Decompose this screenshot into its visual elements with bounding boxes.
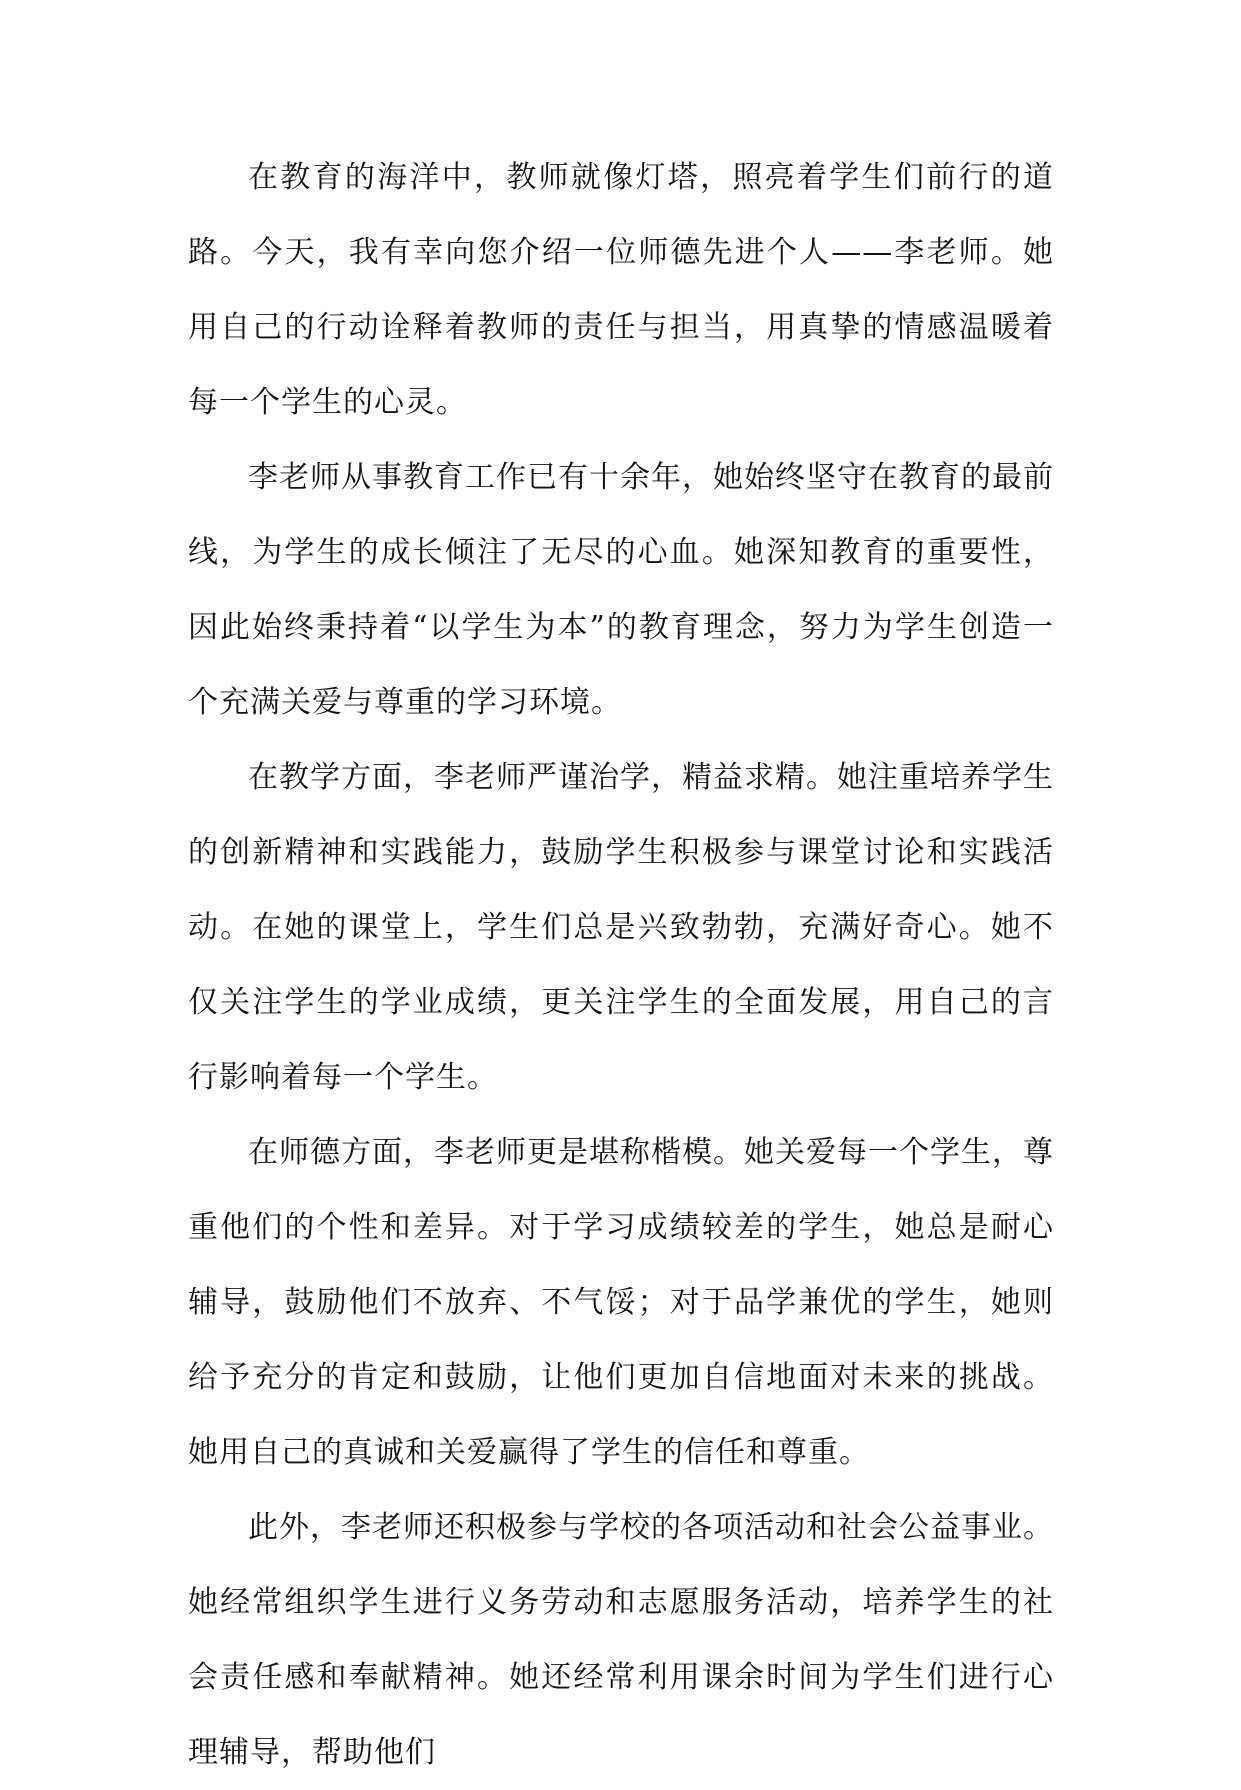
paragraph-activities: 此外，李老师还积极参与学校的各项活动和社会公益事业。她经常组织学生进行义务劳动和志愿服务活动，培养学生的社会责任感和奉献精神。她还经常利用课余时间为学生们进行心理辅导，帮助他们	[188, 1510, 1054, 1770]
paragraph-intro: 在教育的海洋中，教师就像灯塔，照亮着学生们前行的道路。今天，我有幸向您介绍一位师德先进个人——李老师。她用自己的行动诠释着教师的责任与担当，用真挚的情感温暖着每一个学生的心灵。	[188, 160, 1054, 420]
paragraph-career: 李老师从事教育工作已有十余年，她始终坚守在教育的最前线，为学生的成长倾注了无尽的心血。她深知教育的重要性，因此始终秉持着“以学生为本”的教育理念，努力为学生创造一个充满关爱与尊重的学习环境。	[188, 460, 1054, 720]
paragraph-ethics: 在师德方面，李老师更是堪称楷模。她关爱每一个学生，尊重他们的个性和差异。对于学习成绩较差的学生，她总是耐心辅导，鼓励他们不放弃、不气馁；对于品学兼优的学生，她则给予充分的肯定和鼓励，让他们更加自信地面对未来的挑战。她用自己的真诚和关爱赢得了学生的信任和尊重。	[188, 1135, 1054, 1470]
paragraph-teaching: 在教学方面，李老师严谨治学，精益求精。她注重培养学生的创新精神和实践能力，鼓励学生积极参与课堂讨论和实践活动。在她的课堂上，学生们总是兴致勃勃，充满好奇心。她不仅关注学生的学业成绩，更关注学生的全面发展，用自己的言行影响着每一个学生。	[188, 760, 1054, 1095]
document-body	[188, 140, 1054, 1790]
